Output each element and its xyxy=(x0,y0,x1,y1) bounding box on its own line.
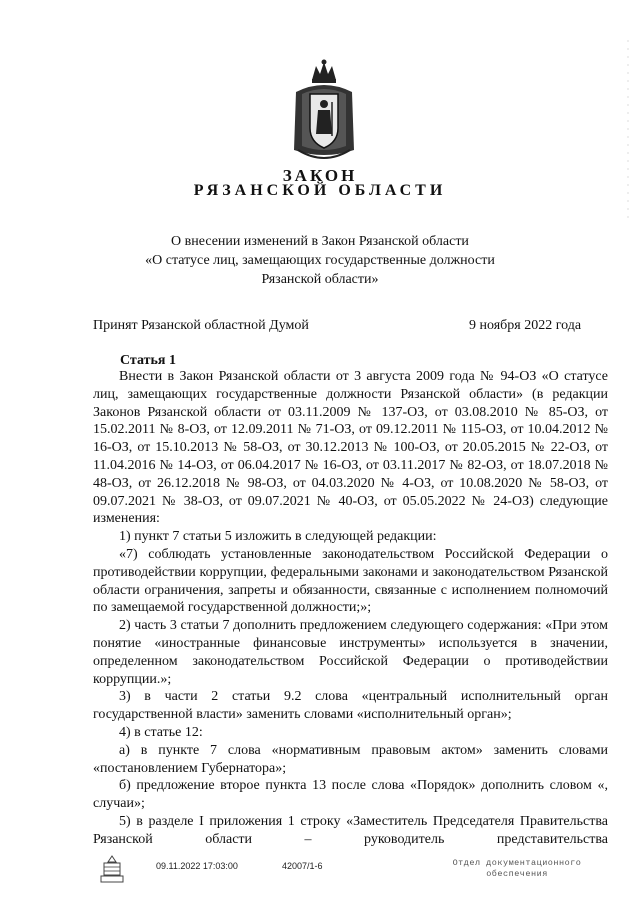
region-title: РЯЗАНСКОЙ ОБЛАСТИ xyxy=(193,182,447,199)
paragraph: б) предложение второе пункта 13 после слова «Порядок» дополнить словом «, случаи»; xyxy=(93,778,608,812)
subtitle-line-3: Рязанской области» xyxy=(261,272,379,287)
coat-of-arms-icon xyxy=(288,58,360,166)
registry-stamp-icon xyxy=(98,854,126,884)
footer-datetime: 09.11.2022 17:03:00 xyxy=(156,861,238,871)
law-title: ЗАКОН xyxy=(282,166,358,185)
margin-scan-mark-icon xyxy=(622,40,634,220)
paragraph: 5) в разделе I приложения 1 строку «Заместитель Председателя Правительства Рязанской области – руководитель представительства xyxy=(93,813,608,847)
article-title: Статья 1 xyxy=(120,353,176,368)
paragraph: 3) в части 2 статьи 9.2 слова «центральный исполнительный орган государственной власти» заменить словами «исполнительный орган»; xyxy=(93,689,608,723)
paragraph: «7) соблюдать установленные законодательством Российской Федерации о противодействии коррупции, федеральными законами и законодательством Рязанской области ограничения, запреты и обязанности, связанные с исполнением полномочий по замещаемой государственной должности;»; xyxy=(93,546,608,616)
stamp-line-1: Отдел документационного xyxy=(452,858,582,868)
stamp-line-2: обеспечения xyxy=(486,869,548,879)
department-stamp xyxy=(452,858,582,880)
subtitle-line-1: О внесении изменений в Закон Рязанской области xyxy=(171,234,469,249)
paragraph: Внести в Закон Рязанской области от 3 августа 2009 года № 94-ОЗ «О статусе лиц, замещающих государственные должности Рязанской области» (в редакции Законов Рязанской области от 03.11.2009 № 137-ОЗ, от 03.08.2010 № 85-ОЗ, от 15.02.2011 № 8-ОЗ, от 12.09.2011 № 71-ОЗ, от 09.12.2011 № 115-ОЗ, от 10.04.2012 № 16-ОЗ, от 15.10.2013 № 58-ОЗ, от 30.12.2013 № 100-ОЗ, от 20.05.2015 № 22-ОЗ, от 11.04.2016 № 14-ОЗ, от 06.04.2017 № 16-ОЗ, от 03.11.2017 № 82-ОЗ, от 18.07.2018 № 48-ОЗ, от 26.12.2018 № 98-ОЗ, от 04.03.2020 № 4-ОЗ, от 10.08.2020 № 58-ОЗ, от 09.07.2021 № 38-ОЗ, от 09.07.2021 № 40-ОЗ, от 05.05.2022 № 24-ОЗ) следующие изменения: xyxy=(93,369,608,527)
adopted-by: Принят Рязанской областной Думой xyxy=(93,318,309,333)
article-body xyxy=(93,368,608,849)
paragraph: 1) пункт 7 статьи 5 изложить в следующей редакции: xyxy=(119,529,437,545)
adopted-date: 9 ноября 2022 года xyxy=(469,318,582,333)
footer-doc-number: 42007/1-6 xyxy=(282,861,323,871)
paragraph: 2) часть 3 статьи 7 дополнить предложением следующего содержания: «При этом понятие «иностранные финансовые инструменты» используется в значении, определенном законодательством Российской Федерации о противодействии коррупции.»; xyxy=(93,618,608,687)
paragraph: 4) в статье 12: xyxy=(119,724,203,740)
paragraph: а) в пункте 7 слова «нормативным правовым актом» заменить словами «постановлением Губернатора»; xyxy=(93,742,608,776)
subtitle-line-2: «О статусе лиц, замещающих государственные должности xyxy=(145,253,495,268)
